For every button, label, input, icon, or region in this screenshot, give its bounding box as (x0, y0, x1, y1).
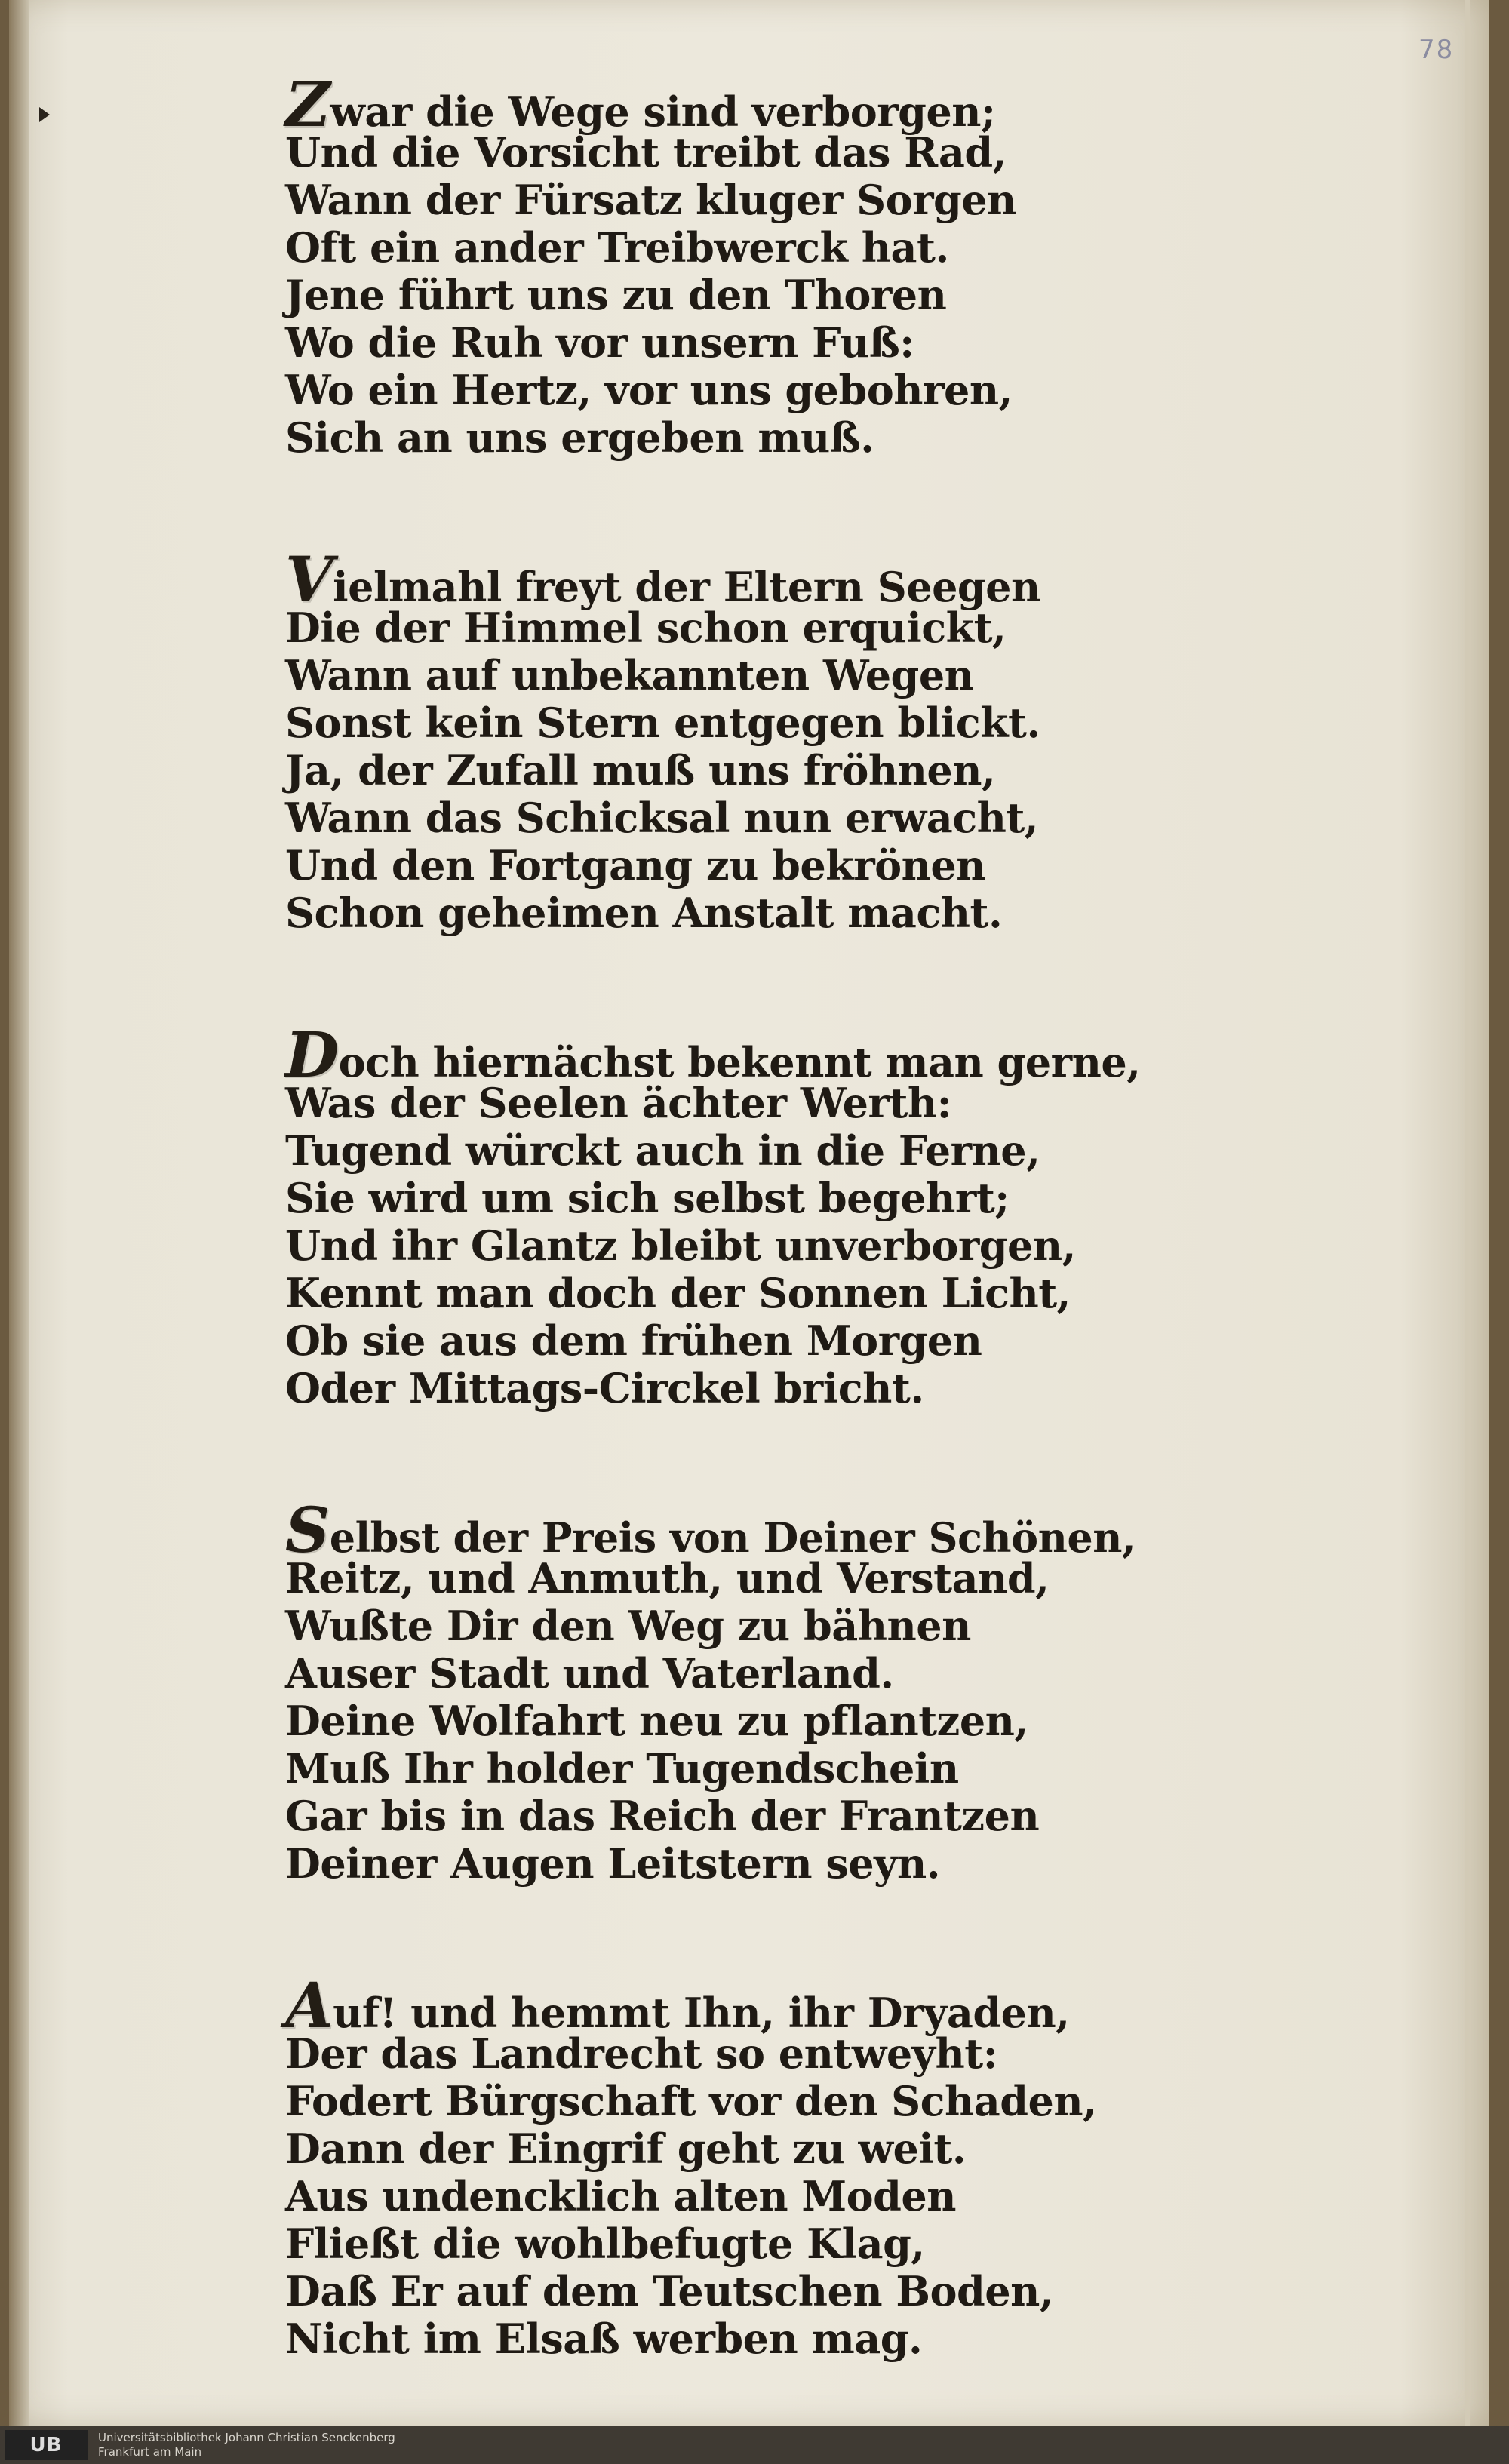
line-text: elbst der Preis von Deiner Schönen, (329, 1513, 1136, 1562)
poem-line: Jene führt uns zu den Thoren (285, 271, 947, 319)
poem-line: Deiner Augen Leitstern seyn. (285, 1839, 941, 1888)
poem-line: Wo die Ruh vor unsern Fuß: (285, 318, 914, 367)
poem-line: Schon geheimen Anstalt macht. (285, 889, 1003, 937)
poem-line: Wußte Dir den Weg zu bähnen (285, 1602, 971, 1650)
poem-line: Sich an uns ergeben muß. (285, 413, 874, 462)
poem-line: Reitz, und Anmuth, und Verstand, (285, 1554, 1050, 1602)
stanza-4 (285, 1495, 1136, 1888)
line-text: ielmahl freyt der Eltern Seegen (333, 563, 1040, 611)
poem-line: Der das Landrecht so entweyht: (285, 2029, 998, 2078)
page-gutter (9, 0, 29, 2426)
line-text: war die Wege sind verborgen; (330, 88, 996, 136)
line-text: uf! und hemmt Ihn, ihr Dryaden, (333, 1989, 1070, 2037)
stanza-first-line (285, 1970, 1115, 2042)
footer-institution (98, 2431, 395, 2459)
drop-initial: S (285, 1495, 330, 1567)
poem-line: Und ihr Glantz bleibt unverborgen, (285, 1221, 1076, 1270)
footer-line-2: Frankfurt am Main (98, 2445, 202, 2459)
poem-line: Aus undencklich alten Moden (285, 2172, 957, 2220)
poem-line: Kennt man doch der Sonnen Licht, (285, 1269, 1071, 1317)
poem-line: Sonst kein Stern entgegen blickt. (285, 699, 1040, 747)
footer-line-1: Universitätsbibliothek Johann Christian Senckenberg (98, 2431, 395, 2444)
poem-line: Und die Vorsicht treibt das Rad, (285, 128, 1007, 177)
stanza-2 (285, 544, 1115, 937)
poem-line: Gar bis in das Reich der Frantzen (285, 1792, 1040, 1840)
poem-line: Fodert Bürgschaft vor den Schaden, (285, 2077, 1097, 2125)
poem-line: Wann der Fürsatz kluger Sorgen (285, 176, 1016, 224)
drop-initial: A (285, 1970, 333, 2042)
poem-line: Dann der Eingrif geht zu weit. (285, 2125, 967, 2173)
page-number: 78 (1418, 35, 1455, 65)
poem-line: Muß Ihr holder Tugendschein (285, 1744, 959, 1793)
poem-line: Was der Seelen ächter Werth: (285, 1079, 952, 1127)
drop-initial: D (285, 1019, 339, 1092)
poem-line: Oder Mittags-Circkel bricht. (285, 1364, 924, 1412)
stanza-first-line (285, 544, 1115, 616)
margin-arrow-icon (39, 107, 50, 122)
drop-initial: Z (285, 69, 330, 141)
poem-line: Nicht im Elsaß werben mag. (285, 2315, 923, 2363)
poem-line: Ja, der Zufall muß uns fröhnen, (285, 746, 996, 794)
poem-line: Daß Er auf dem Teutschen Boden, (285, 2267, 1054, 2315)
stanza-first-line (285, 1495, 1136, 1567)
poem (285, 69, 1141, 2458)
ub-logo-icon: UB (5, 2430, 88, 2460)
stanza-3 (285, 1019, 1141, 1412)
poem-line: Deine Wolfahrt neu zu pflantzen, (285, 1697, 1028, 1745)
poem-line: Sie wird um sich selbst begehrt; (285, 1174, 1010, 1222)
poem-line: Und den Fortgang zu bekrönen (285, 841, 986, 889)
poem-line: Fließt die wohlbefugte Klag, (285, 2220, 925, 2268)
stanza-first-line (285, 1019, 1141, 1092)
poem-line: Wann das Schicksal nun erwacht, (285, 794, 1039, 842)
poem-line: Wo ein Hertz, vor uns gebohren, (285, 366, 1013, 414)
poem-line: Wann auf unbekannten Wegen (285, 651, 974, 699)
stanza-5 (285, 1970, 1115, 2363)
poem-line: Ob sie aus dem frühen Morgen (285, 1316, 982, 1365)
drop-initial: V (285, 544, 333, 616)
stanza-first-line (285, 69, 1115, 141)
poem-line: Tugend würckt auch in die Ferne, (285, 1126, 1040, 1175)
book-page (9, 0, 1489, 2426)
page-edge (1465, 0, 1470, 2426)
poem-line: Die der Himmel schon erquickt, (285, 604, 1007, 652)
footer-bar (0, 2426, 1509, 2464)
line-text: och hiernächst bekennt man gerne, (338, 1038, 1141, 1086)
stanza-1 (285, 69, 1115, 462)
poem-line: Auser Stadt und Vaterland. (285, 1649, 894, 1697)
poem-line: Oft ein ander Treibwerck hat. (285, 223, 949, 272)
